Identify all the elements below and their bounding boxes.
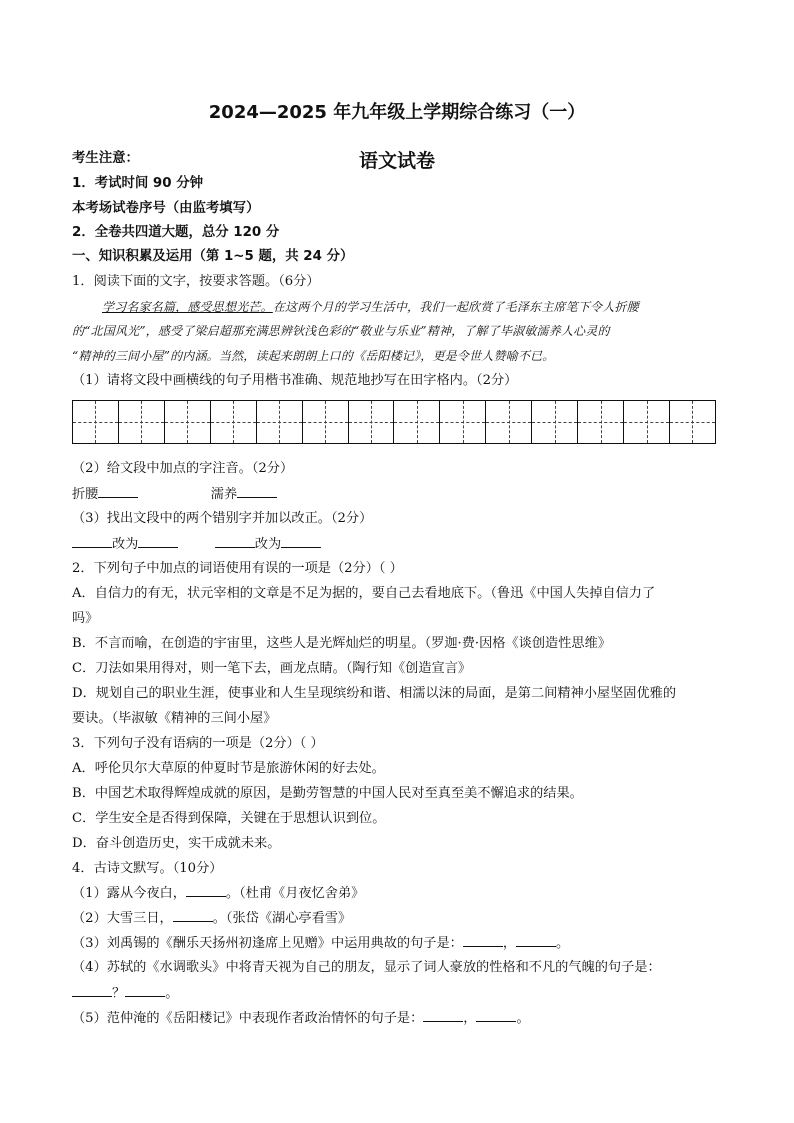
q2-option-a: A．自信力的有无，状元宰相的文章是不足为据的，要自己去看地底下。（鲁迅《中国人失掉自信力了 [72,586,656,601]
q4-item-4-answer [72,984,732,1003]
exam-title: 2024—2025 年九年级上学期综合练习（一） [208,102,586,123]
q4-item-1 [72,884,732,903]
q4-5-blank-1[interactable] [423,1009,463,1022]
q3-option-a: A．呼伦贝尔大草原的仲夏时节是旅游休闲的好去处。 [72,761,385,776]
right-char-blank-2[interactable] [281,535,321,548]
q2-option-a-cont: 吗》 [72,611,99,626]
correct-to-label: 改为 [112,537,139,552]
q1-sub1: （1）请将文段中画横线的句子用楷书准确、规范地抄写在田字格内。（2分） [72,373,518,388]
grid-cell[interactable] [119,401,165,443]
comma: ， [502,936,517,951]
grid-cell[interactable] [486,401,532,443]
section-heading: 一、知识积累及运用（第 1~5 题，共 24 分） [72,249,354,264]
grid-cell[interactable] [211,401,257,443]
q4-1-source: 。（杜甫《月夜忆舍弟》 [225,886,365,901]
q4-1-text: （1）露从今夜白， [72,886,186,901]
grid-cell[interactable] [73,401,119,443]
grid-cell[interactable] [532,401,578,443]
word-ruyang: 濡养 [210,487,238,502]
right-char-blank-1[interactable] [138,535,178,548]
q1-sub2: （2）给文段中加点的字注音。（2分） [72,461,294,476]
word-zheyao: 折腰 [72,487,99,502]
q1-correction-row [72,535,732,554]
grid-cell[interactable] [303,401,349,443]
q4-3-blank-1[interactable] [463,934,503,947]
q4-item-4: （4）苏轼的《水调歌头》中将青天视为自己的朋友，显示了词人豪放的性格和不凡的气魄的句子是： [72,960,661,975]
question-mark: ？ [112,986,126,1001]
q1-sub3: （3）找出文段中的两个错别字并加以改正。（2分） [72,511,373,526]
q1-passage-line3: “精神的三间小屋”的内涵。当然，读起来朗朗上口的《岳阳楼记》，更是令世人赞喻不已。 [72,349,555,363]
correct-to-label: 改为 [254,537,282,552]
q3-option-b: B．中国艺术取得辉煌成就的原因，是勤劳智慧的中国人民对至真至美不懈追求的结果。 [72,786,583,801]
q2-option-d: D．规划自己的职业生涯，使事业和人生呈现缤纷和谐、相濡以沫的局面，是第二间精神小屋坚固优雅的 [72,686,677,701]
passage-text: 在这两个月的学习生活中，我们一起欣赏了毛泽东主席笔下令人折腰 [272,300,639,314]
grid-cell[interactable] [440,401,486,443]
grid-cell[interactable] [578,401,624,443]
notice-seat-number: 本考场试卷序号（由监考填写） [72,201,260,216]
q4-4-blank-1[interactable] [72,984,112,997]
q4-2-blank[interactable] [173,909,213,922]
q4-3-blank-2[interactable] [516,934,556,947]
passage-underlined-sentence: 学习名家名篇，感受思想光芒。 [102,300,273,314]
period: 。 [556,936,570,951]
q4-2-text: （2）大雪三日， [72,911,173,926]
grid-cell[interactable] [257,401,303,443]
grid-cell[interactable] [165,401,211,443]
q2-stem: 2．下列句子中加点的词语使用有误的一项是（2分）（ ） [72,561,403,576]
q4-5-text: （5）范仲淹的《岳阳楼记》中表现作者政治情怀的句子是： [72,1011,424,1026]
q4-2-source: 。（张岱《湖心亭看雪》 [212,911,352,926]
q2-option-c: C．刀法如果用得对，则一笔下去，画龙点睛。（陶行知《创造宣言》 [72,661,472,676]
period: 。 [165,986,179,1001]
q3-stem: 3．下列句子没有语病的一项是（2分）（ ） [72,736,324,751]
wrong-char-blank-1[interactable] [72,535,112,548]
q3-option-c: C．学生安全是否得到保障，关键在于思想认识到位。 [72,811,386,826]
q4-1-blank[interactable] [186,884,226,897]
grid-cell[interactable] [394,401,440,443]
q4-3-text: （3）刘禹锡的《酬乐天扬州初逢席上见赠》中运用典故的句子是： [72,936,463,951]
comma: ， [463,1011,477,1026]
q4-item-5 [72,1009,732,1028]
pinyin-blank-2[interactable] [237,485,277,498]
q1-passage-line1 [102,298,732,316]
q2-option-b: B．不言而喻，在创造的宇宙里，这些人是光辉灿烂的明星。（罗迦·费·因格《谈创造性思维》 [72,636,611,651]
q1-stem: 1．阅读下面的文字，按要求答题。（6分） [72,274,320,289]
q4-item-3 [72,934,732,953]
grid-cell[interactable] [624,401,670,443]
tian-zi-ge-grid[interactable] [72,400,716,444]
q4-item-2 [72,909,732,928]
notice-item-time: 1．考试时间 90 分钟 [72,176,204,191]
pinyin-blank-1[interactable] [98,485,138,498]
notice-heading: 考生注意： [72,151,139,166]
wrong-char-blank-2[interactable] [215,535,255,548]
grid-cell[interactable] [670,401,715,443]
notice-item-score: 2．全卷共四道大题，总分 120 分 [72,225,280,240]
q4-stem: 4．古诗文默写。（10分） [72,861,223,876]
q2-option-d-cont: 要诀。（毕淑敏《精神的三间小屋》 [72,711,277,726]
q1-pinyin-row [72,485,732,504]
q4-4-blank-2[interactable] [125,984,165,997]
q3-option-d: D．奋斗创造历史，实干成就未来。 [72,836,281,851]
period: 。 [516,1011,530,1026]
exam-subtitle: 语文试卷 [358,150,435,172]
q4-5-blank-2[interactable] [476,1009,516,1022]
grid-cell[interactable] [349,401,395,443]
q1-passage-line2: 的“北国风光”，感受了梁启超那充满思辨钬浅色彩的“敬业与乐业”精神，了解了毕淑敏濡养人心灵的 [72,324,610,338]
